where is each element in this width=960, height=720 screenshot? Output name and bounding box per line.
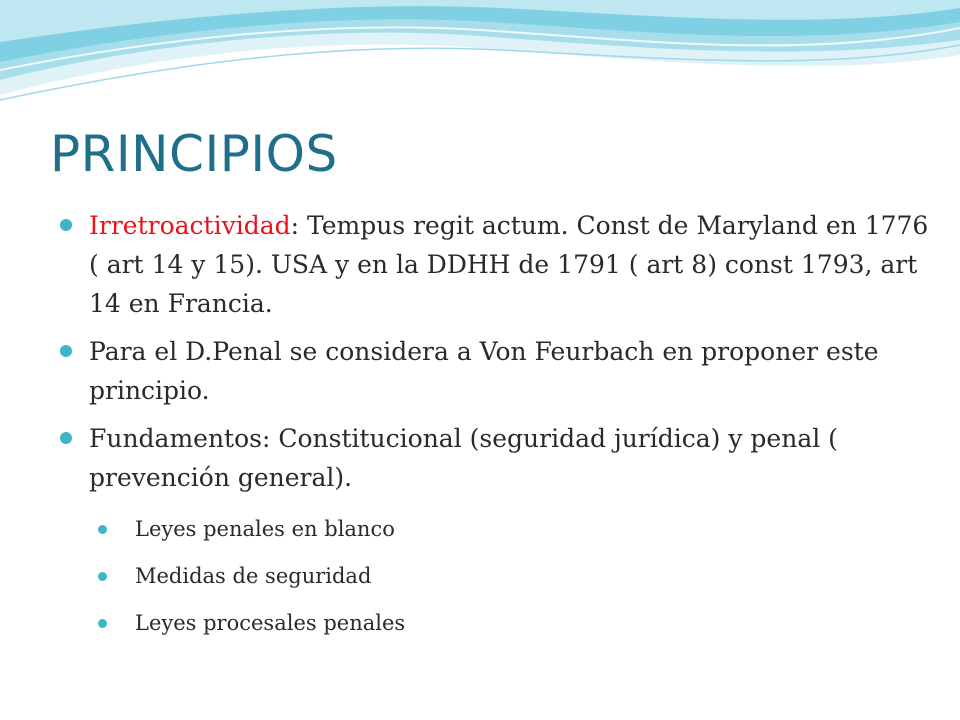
sub-bullet-leyes-penales-en-blanco	[98, 506, 930, 553]
sub-bullet-text: Medidas de seguridad	[135, 564, 372, 588]
bullet-dot-icon	[60, 345, 72, 357]
bullet-irretroactividad	[60, 206, 930, 323]
sub-bullet-medidas-de-seguridad	[98, 553, 930, 600]
sub-bullet-leyes-procesales-penales	[98, 600, 930, 647]
bullet-text: : Tempus regit actum. Const de Maryland en 1776 ( art 14 y 15). USA y en la DDHH de 1791 ( art 8) const 1793, art 14 en Francia.	[89, 211, 929, 318]
sub-bullet-text: Leyes procesales penales	[135, 611, 406, 635]
slide-title: PRINCIPIOS	[50, 125, 338, 183]
bullet-dot-icon	[60, 219, 72, 231]
slide-content	[60, 206, 930, 647]
header-wave-decoration	[0, 0, 960, 120]
bullet-text: Para el D.Penal se considera a Von Feurbach en proponer este principio.	[89, 337, 879, 405]
bullet-von-feurbach	[60, 332, 930, 410]
bullet-accent-term: Irretroactividad	[89, 211, 291, 240]
bullet-fundamentos	[60, 419, 930, 497]
sub-bullet-text: Leyes penales en blanco	[135, 517, 395, 541]
sub-bullet-dot-icon	[98, 572, 107, 581]
sub-bullet-dot-icon	[98, 619, 107, 628]
bullet-dot-icon	[60, 432, 72, 444]
sub-bullet-dot-icon	[98, 525, 107, 534]
sub-bullet-list	[60, 506, 930, 647]
bullet-text: Fundamentos: Constitucional (seguridad jurídica) y penal ( prevención general).	[89, 424, 838, 492]
